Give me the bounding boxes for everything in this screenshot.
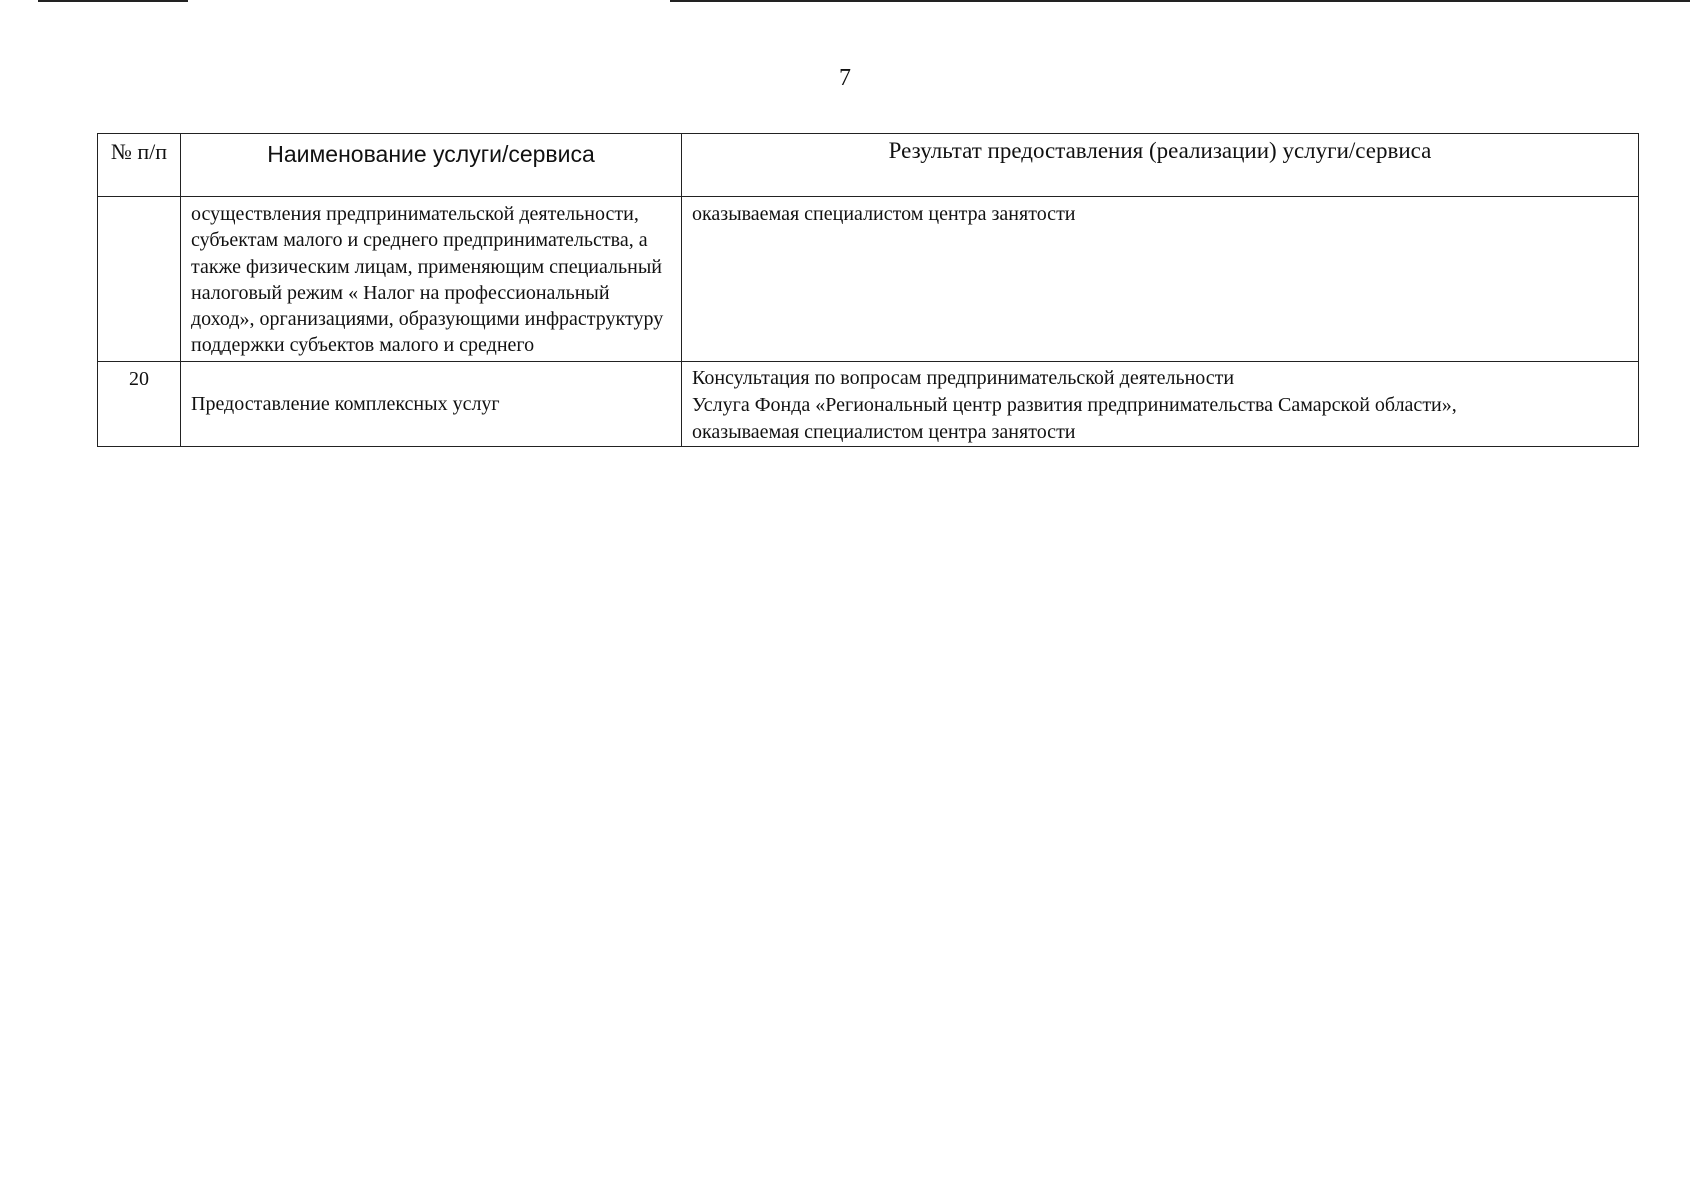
row-num [98,197,180,201]
result-line: Консультация по вопросам предпринимательской деятельности [692,366,1235,389]
services-table [97,133,1639,447]
header-cell-result [682,134,1639,197]
service-result [682,362,1638,446]
row-name-cell [181,197,682,362]
service-name: осуществления предпринимательской деятельности, субъектам малого и среднего предпринимательства, а также физическим лицам, применяющим специальный налоговый режим « Налог на профессиональный доход», организациями, образующими инфраструктуру поддержки субъектов малого и среднего [191,203,664,357]
header-cell-name [181,134,682,197]
header-result-label: Результат предоставления (реализации) услуги/сервиса [888,138,1432,163]
result-line: оказываемая специалистом центра занятости [692,420,1076,443]
row-num-cell [98,197,181,362]
row-result-cell [682,361,1639,446]
service-name: Предоставление комплексных услуг [191,392,500,415]
header-cell-num [98,134,181,197]
header-num-label: № п/п [110,139,168,164]
table-row [98,361,1639,446]
table-header-row [98,134,1639,197]
result-line: Услуга Фонда «Региональный центр развития предпринимательства Самарской области», [692,393,1457,416]
top-border-rule [670,0,1690,2]
top-border-rule [38,0,188,2]
row-num-cell [98,361,181,446]
row-name-cell [181,361,682,446]
table-row [98,197,1639,362]
row-num: 20 [129,367,149,390]
result-line: оказываемая специалистом центра занятости [692,203,1076,225]
header-name-label: Наименование услуги/сервиса [267,141,595,167]
page-number: 7 [839,65,851,91]
row-result-cell [682,197,1639,362]
service-result [682,197,1638,227]
